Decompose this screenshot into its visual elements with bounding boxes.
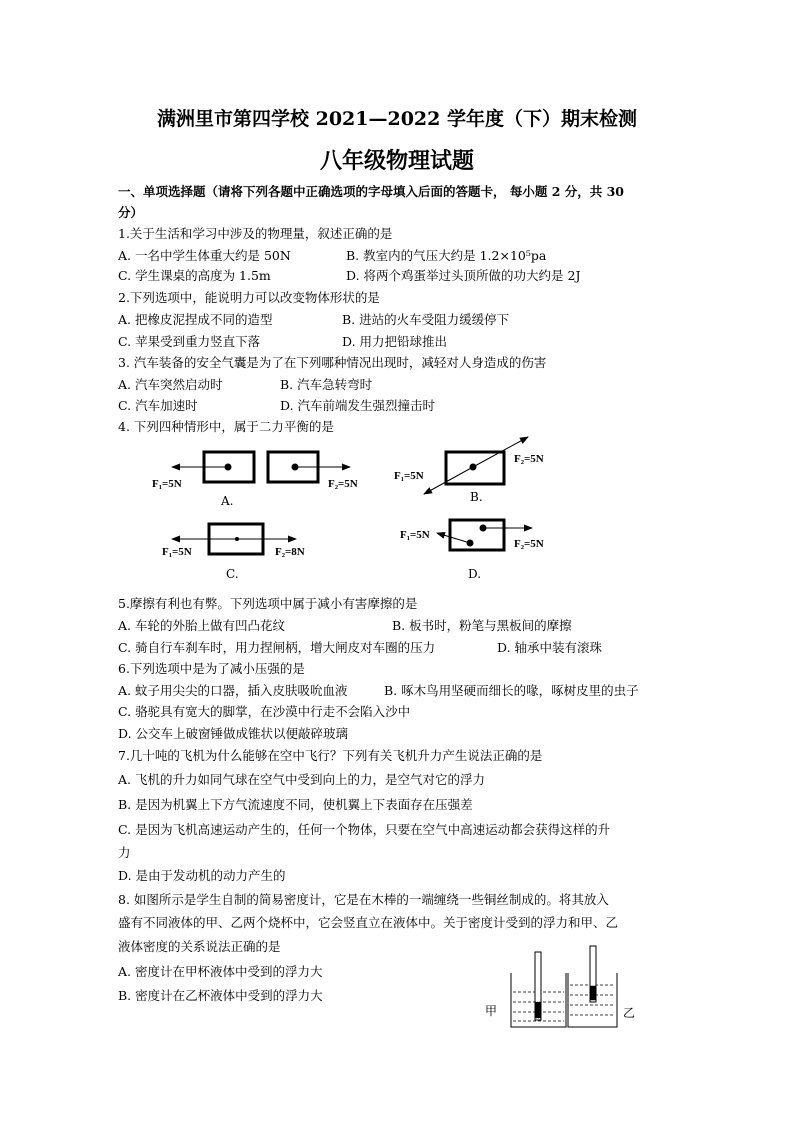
- question-1-option-c: C. 学生课桌的高度为 1.5m: [118, 268, 271, 283]
- question-2-option-d: D. 用力把铅球推出: [342, 334, 448, 349]
- question-7-option-c-cont: 力: [118, 845, 131, 860]
- question-7-option-d: D. 是由于发动机的动力产生的: [118, 868, 286, 883]
- figure-d-caption: D.: [468, 567, 482, 581]
- question-7-stem: 7.几十吨的飞机为什么能够在空中飞行？下列有关飞机升力产生说法正确的是: [118, 748, 543, 763]
- question-8-stem-cont1: 盛有不同液体的甲、乙两个烧杯中，它会竖直立在液体中。关于密度计受到的浮力和甲、乙: [118, 915, 619, 930]
- figure-a-f2-label: F₂=5N: [328, 478, 358, 490]
- figure-c-f2-label: F₂=8N: [275, 546, 305, 558]
- question-3-option-d: D. 汽车前端发生强烈撞击时: [280, 398, 436, 413]
- figure-b-f1-label: F₁=5N: [394, 470, 424, 482]
- question-5-stem: 5.摩擦有利也有弊。下列选项中属于减小有害摩擦的是: [118, 596, 418, 611]
- beaker-yi: [568, 946, 617, 1027]
- question-2-stem: 2.下列选项中，能说明力可以改变物体形状的是: [118, 290, 380, 305]
- question-6-option-b: B. 啄木鸟用坚硬而细长的喙，啄树皮里的虫子: [384, 683, 639, 698]
- exam-title: 满洲里市第四学校 2021—2022 学年度（下）期末检测: [157, 108, 637, 130]
- question-8-option-a: A. 密度计在甲杯液体中受到的浮力大: [118, 964, 323, 979]
- question-6-option-d: D. 公交车上破窗锤做成锥状以便敲碎玻璃: [118, 726, 349, 741]
- question-5-option-d: D. 轴承中装有滚珠: [497, 640, 603, 655]
- question-2-option-b: B. 进站的火车受阻力缓缓停下: [342, 312, 510, 327]
- section-heading-cont: 分）: [118, 205, 144, 220]
- question-5-option-c: C. 骑自行车刹车时，用力捏闸柄，增大闸皮对车圈的压力: [118, 640, 436, 655]
- figure-d-block: [450, 520, 504, 550]
- question-8-stem-cont2: 液体密度的关系说法正确的是: [118, 939, 281, 954]
- question-3-option-a: A. 汽车突然启动时: [118, 377, 223, 392]
- question-8-stem: 8. 如图所示是学生自制的简易密度计，它是在木棒的一端缠绕一些铜丝制成的。将其放入: [118, 892, 609, 907]
- figure-d-f2-label: F₂=5N: [514, 538, 544, 550]
- figure-c-caption: C.: [226, 567, 239, 581]
- question-6-option-a: A. 蚊子用尖尖的口器，插入皮肤吸吮血液: [118, 683, 348, 698]
- question-1-option-b: B. 教室内的气压大约是 1.2×10⁵pa: [346, 248, 547, 263]
- question-2-option-c: C. 苹果受到重力竖直下落: [118, 334, 261, 349]
- question-3-option-b: B. 汽车急转弯时: [280, 377, 373, 392]
- figure-d-arrow-f1: [437, 533, 470, 543]
- beaker-yi-label: 乙: [623, 1006, 636, 1020]
- question-5-option-a: A. 车轮的外胎上做有凹凸花纹: [118, 618, 285, 633]
- figure-a-f1-label: F₁=5N: [152, 478, 182, 490]
- question-3-option-c: C. 汽车加速时: [118, 398, 198, 413]
- question-1-stem: 1.关于生活和学习中涉及的物理量，叙述正确的是: [118, 226, 393, 241]
- question-7-option-b: B. 是因为机翼上下方气流速度不同，使机翼上下表面存在压强差: [118, 797, 473, 812]
- figure-a: [172, 452, 350, 482]
- question-6-option-c: C. 骆驼具有宽大的脚掌，在沙漠中行走不会陷入沙中: [118, 704, 411, 719]
- beaker-jia-label: 甲: [485, 1004, 498, 1018]
- figure-b-arrow-f1: [424, 467, 473, 494]
- question-8-option-b: B. 密度计在乙杯液体中受到的浮力大: [118, 988, 323, 1003]
- question-4-stem: 4. 下列四种情形中，属于二力平衡的是: [118, 419, 334, 434]
- figure-b-f2-label: F₂=5N: [514, 453, 544, 465]
- exam-subtitle: 八年级物理试题: [319, 148, 474, 174]
- question-1-option-d: D. 将两个鸡蛋举过头顶所做的功大约是 2J: [346, 268, 581, 283]
- question-5-option-b: B. 板书时，粉笔与黑板间的摩擦: [392, 618, 572, 633]
- figure-b: [424, 437, 528, 494]
- figure-a-caption: A.: [221, 494, 234, 508]
- question-7-option-a: A. 飞机的升力如同气球在空气中受到向上的力，是空气对它的浮力: [118, 772, 485, 787]
- figure-b-caption: B.: [470, 490, 483, 504]
- question-2-option-a: A. 把橡皮泥捏成不同的造型: [118, 312, 273, 327]
- question-6-stem: 6.下列选项中是为了减小压强的是: [118, 661, 305, 676]
- question-7-option-c: C. 是因为飞机高速运动产生的，任何一个物体，只要在空气中高速运动都会获得这样的升: [118, 822, 611, 837]
- figure-c-f1-label: F₁=5N: [162, 546, 192, 558]
- figure-d-f1-label: F₁=5N: [400, 529, 430, 541]
- section-heading: 一、单项选择题（请将下列各题中正确选项的字母填入后面的答题卡， 每小题 2 分，共 30: [118, 184, 625, 199]
- question-1-option-a: A. 一名中学生体重大约是 50N: [118, 248, 291, 263]
- question-3-stem: 3. 汽车装备的安全气囊是为了在下列哪种情况出现时，减轻对人身造成的伤害: [118, 355, 547, 370]
- beaker-jia: [511, 952, 566, 1027]
